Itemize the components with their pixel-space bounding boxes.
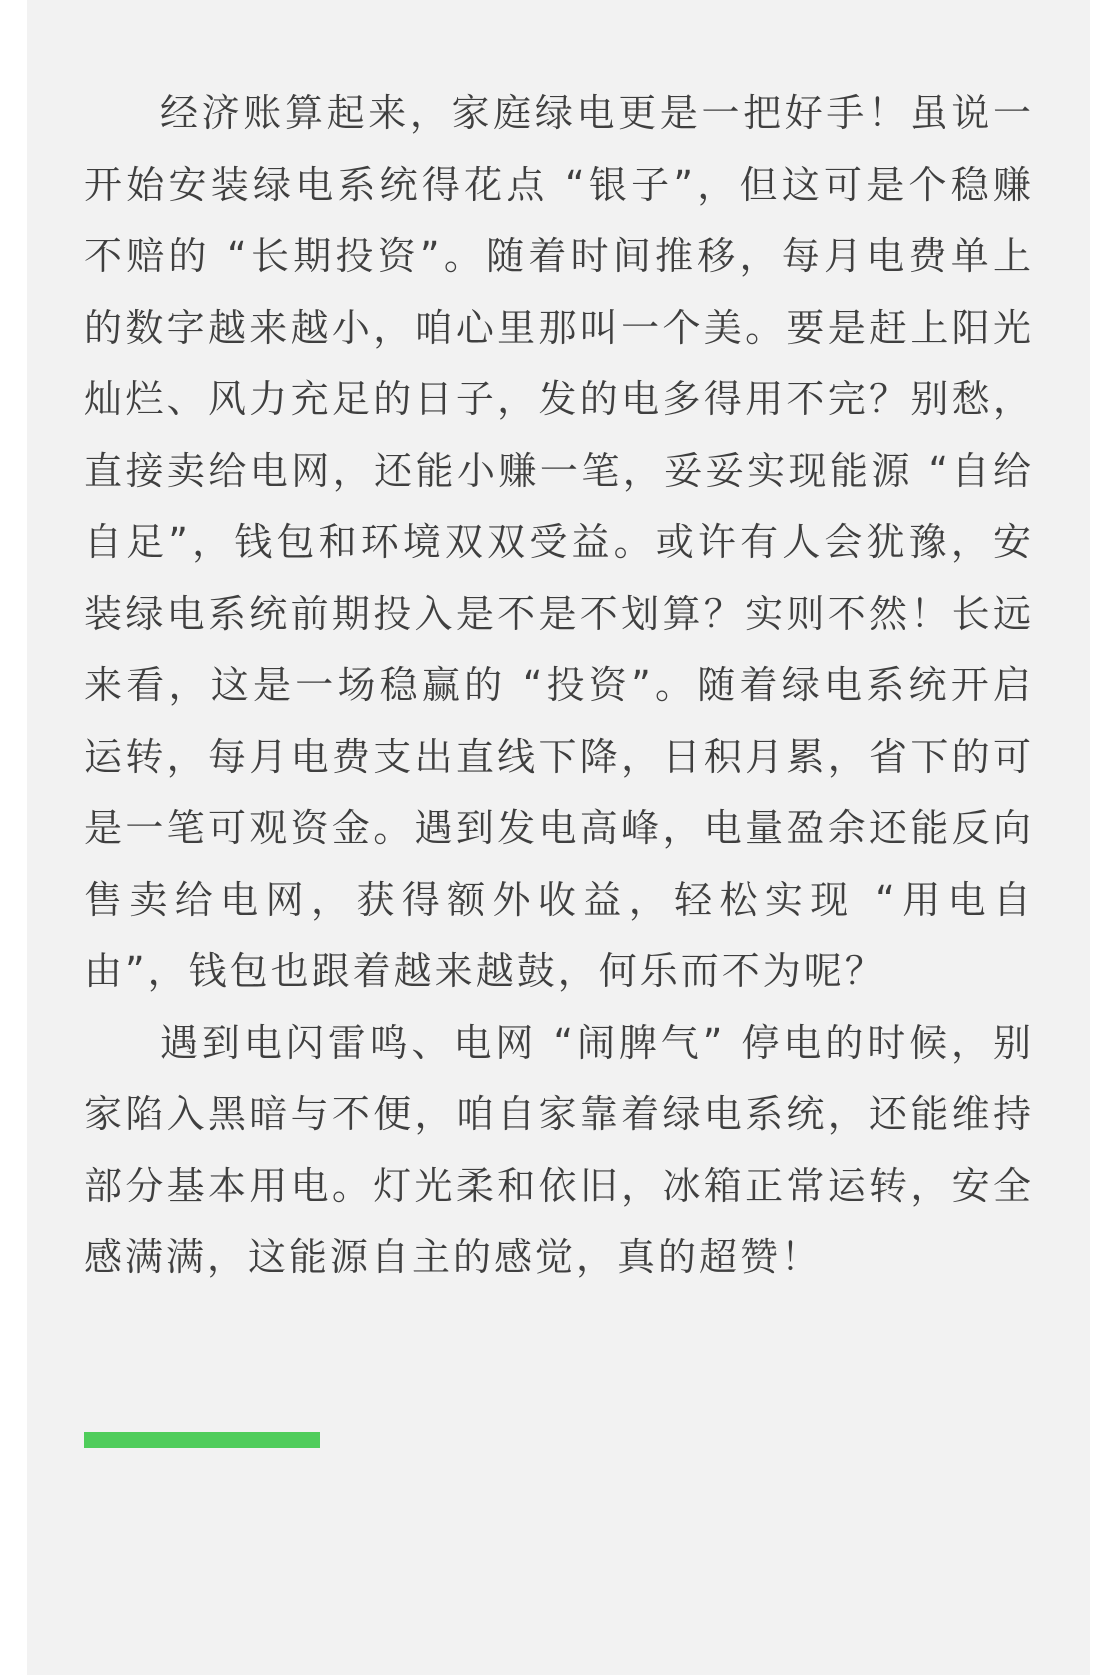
- paragraph-economics: 经济账算起来，家庭绿电更是一把好手！虽说一开始安装绿电系统得花点 “银子”，但这可是个稳赚不赔的 “长期投资”。随着时间推移，每月电费单上的数字越来越小，咱心里那叫一个美。要是赶上阳光灿烂、风力充足的日子，发的电多得用不完？别愁，直接卖给电网，还能小赚一笔，妥妥实现能源 “自给自足”，钱包和环境双双受益。或许有人会犹豫，安装绿电系统前期投入是不是不划算？实则不然！长远来看，这是一场稳赢的 “投资”。随着绿电系统开启运转，每月电费支出直线下降，日积月累，省下的可是一笔可观资金。遇到发电高峰，电量盈余还能反向售卖给电网，获得额外收益，轻松实现 “用电自由”，钱包也跟着越来越鼓，何乐而不为呢？: [84, 91, 1034, 993]
- article-body: [84, 78, 1034, 1294]
- article-page: [27, 0, 1090, 1675]
- paragraph-power-outage: 遇到电闪雷鸣、电网 “闹脾气” 停电的时候，别家陷入黑暗与不便，咱自家靠着绿电系统，还能维持部分基本用电。灯光柔和依旧，冰箱正常运转，安全感满满，这能源自主的感觉，真的超赞！: [84, 1020, 1034, 1279]
- green-accent-bar: [84, 1432, 320, 1448]
